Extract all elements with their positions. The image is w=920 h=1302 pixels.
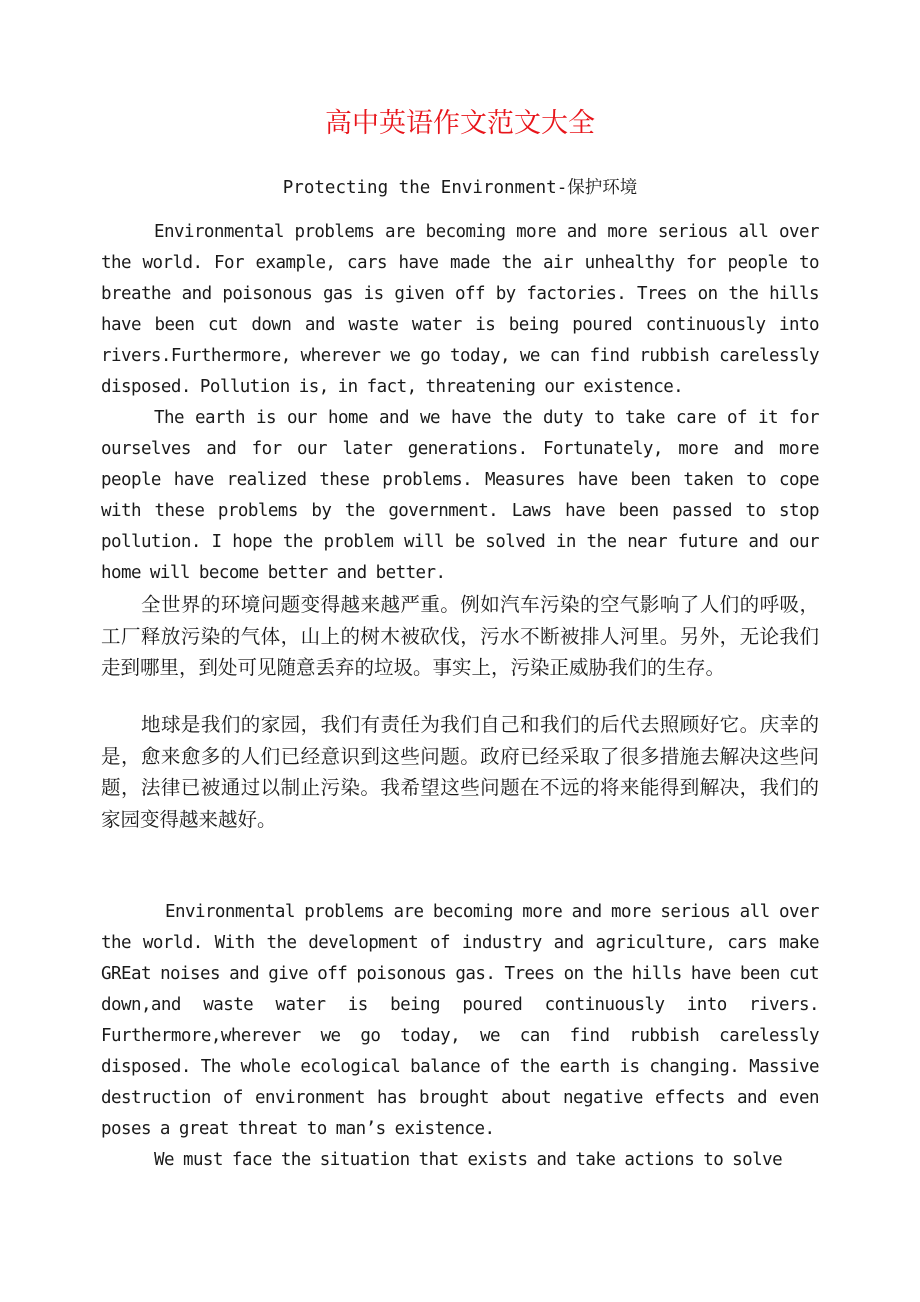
paragraph-chinese-2: 地球是我们的家园，我们有责任为我们自己和我们的后代去照顾好它。庆幸的是，愈来愈多的人们已经意识到这些问题。政府已经采取了很多措施去解决这些问题，法律已被通过以制止污染。我希望这些问题在不远的将来能得到解决，我们的家园变得越来越好。: [101, 713, 819, 831]
essay-title: Protecting the Environment-保护环境: [282, 178, 638, 198]
paragraph-english-1: Environmental problems are becoming more and more serious all over the world. For example, cars have made the air unhealthy for people to breathe and poisonous gas is given off by factories. Trees on the hills have been cut down and waste water is being poured continuously into rivers.Furthermore, wherever we go today, we can find rubbish carelessly disposed. Pollution is, in fact, threatening our existence.: [101, 222, 819, 397]
document-title: 高中英语作文范文大全: [325, 108, 595, 139]
paragraph-english-2: The earth is our home and we have the duty to take care of it for ourselves and for our later generations. Fortunately, more and more people have realized these problems. Measures have been taken to cope with these problems by the government. Laws have been passed to stop pollution. I hope the problem will be solved in the near future and our home will become better and better.: [101, 408, 819, 583]
paragraph-english-4: We must face the situation that exists and take actions to solve: [154, 1150, 783, 1170]
paragraph-chinese-1: 全世界的环境问题变得越来越严重。例如汽车污染的空气影响了人们的呼吸，工厂释放污染的气体，山上的树木被砍伐，污水不断被排人河里。另外，无论我们走到哪里，到处可见随意丢弃的垃圾。事实上，污染正威胁我们的生存。: [101, 593, 819, 679]
paragraph-english-3: Environmental problems are becoming more and more serious all over the world. With the development of industry and agriculture, cars make GREat noises and give off poisonous gas. Trees on the hills have been cut down,and waste water is being poured continuously into rivers. Furthermore,wherever we go today, we can find rubbish carelessly disposed. The whole ecological balance of the earth is changing. Massive destruction of environment has brought about negative effects and even poses a great threat to man’s existence.: [101, 902, 819, 1139]
